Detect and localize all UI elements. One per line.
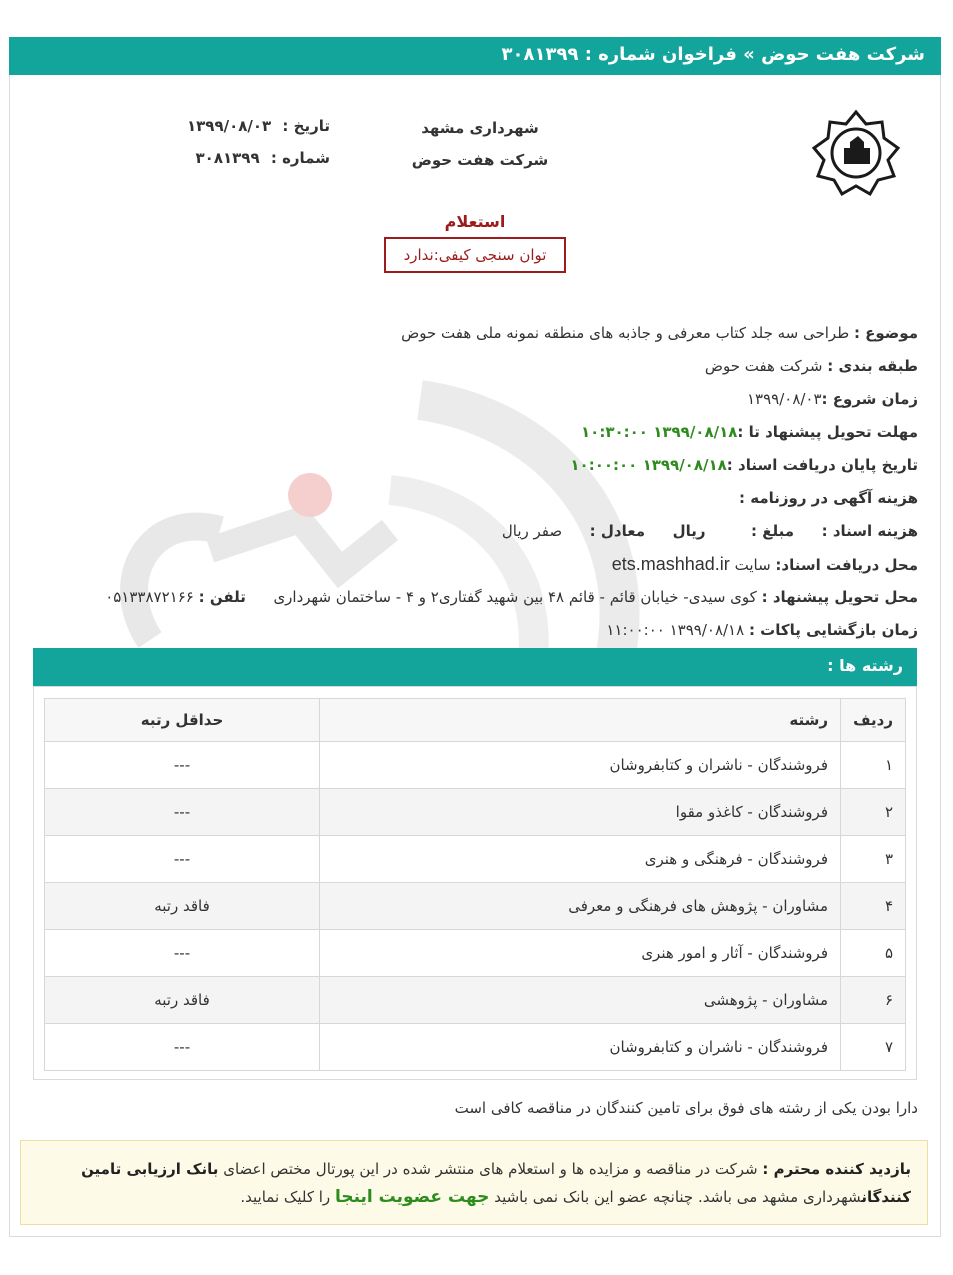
phone-value: ۰۵۱۳۳۸۷۲۱۶۶ xyxy=(105,588,194,606)
table-header-row xyxy=(45,699,906,742)
docs-end-value: ۱۳۹۹/۰۸/۱۸ ۱۰:۰۰:۰۰ xyxy=(570,456,727,474)
header-field: رشته xyxy=(320,699,841,742)
table-row xyxy=(45,1024,906,1071)
table-row xyxy=(45,883,906,930)
doc-place-site-link[interactable]: ets.mashhad.ir xyxy=(611,554,730,574)
tender-details xyxy=(30,317,918,647)
start-row xyxy=(30,383,918,416)
meta-number-label: شماره : xyxy=(270,149,330,167)
subject-row xyxy=(30,317,918,350)
doc-place-label: محل دریافت اسناد: xyxy=(775,556,918,574)
fields-section-title: رشته ها : xyxy=(827,656,903,675)
row-field: مشاوران - پژوهشی xyxy=(320,977,841,1024)
meta-number-value: ۳۰۸۱۳۹۹ xyxy=(195,149,260,167)
doc-place-prefix: سایت xyxy=(734,556,771,574)
start-value: ۱۳۹۹/۰۸/۰۳ xyxy=(746,390,822,408)
doc-cost-equiv-label: معادل : xyxy=(589,522,645,540)
organization-block xyxy=(330,112,630,176)
membership-notice xyxy=(20,1140,928,1225)
docs-end-row xyxy=(30,449,918,482)
row-rank: --- xyxy=(45,930,320,977)
row-field: فروشندگان - ناشران و کتابفروشان xyxy=(320,742,841,789)
ad-cost-label: هزینه آگهی در روزنامه : xyxy=(739,489,918,507)
mashhad-municipality-logo-icon xyxy=(808,108,904,200)
membership-link[interactable]: جهت عضویت اینجا xyxy=(334,1187,490,1207)
row-rank: --- xyxy=(45,789,320,836)
meta-date-label: تاریخ : xyxy=(282,117,330,135)
inquiry-title: استعلام xyxy=(444,212,506,231)
delivery-value: کوی سیدی- خیابان قائم - قائم ۴۸ بین شهید گفتاری۲ و ۴ - ساختمان شهرداری xyxy=(273,588,757,606)
row-rank: --- xyxy=(45,742,320,789)
opening-value: ۱۳۹۹/۰۸/۱۸ ۱۱:۰۰:۰۰ xyxy=(606,621,745,639)
meta-date-value: ۱۳۹۹/۰۸/۰۳ xyxy=(186,117,272,135)
notice-text-3: را کلیک نمایید. xyxy=(240,1188,331,1206)
deadline-label: مهلت تحویل پیشنهاد تا : xyxy=(737,423,918,441)
deadline-value: ۱۳۹۹/۰۸/۱۸ ۱۰:۳۰:۰۰ xyxy=(581,423,738,441)
doc-place-row xyxy=(30,548,918,581)
org-company: شرکت هفت حوض xyxy=(411,151,549,169)
ad-cost-row xyxy=(30,482,918,515)
row-field: مشاوران - پژوهش های فرهنگی و معرفی xyxy=(320,883,841,930)
row-rank: --- xyxy=(45,1024,320,1071)
meta-number-row xyxy=(30,142,330,174)
row-rank: --- xyxy=(45,836,320,883)
deadline-row xyxy=(30,416,918,449)
doc-cost-amount-label: مبلغ : xyxy=(751,522,795,540)
delivery-label: محل تحویل پیشنهاد : xyxy=(761,588,918,606)
meta-date-row xyxy=(30,110,330,142)
meta-block xyxy=(30,110,330,174)
row-idx: ۲ xyxy=(841,789,906,836)
row-field: فروشندگان - آثار و امور هنری xyxy=(320,930,841,977)
docs-end-label: تاریخ پایان دریافت اسناد : xyxy=(726,456,918,474)
category-label: طبقه بندی : xyxy=(827,357,918,375)
row-field: فروشندگان - کاغذو مقوا xyxy=(320,789,841,836)
row-idx: ۴ xyxy=(841,883,906,930)
fields-table xyxy=(44,698,906,1071)
fields-section-header xyxy=(33,648,917,686)
row-idx: ۵ xyxy=(841,930,906,977)
notice-text-1: شرکت در مناقصه و مزایده ها و استعلام های منتشر شده در این پورتال مختص اعضای xyxy=(223,1160,758,1178)
org-municipality: شهرداری مشهد xyxy=(421,119,539,137)
sufficiency-note: دارا بودن یکی از رشته های فوق برای تامین کنندگان در مناقصه کافی است xyxy=(454,1099,918,1117)
table-row xyxy=(45,836,906,883)
category-value: شرکت هفت حوض xyxy=(704,357,823,375)
quality-assessment-badge: توان سنجی کیفی:ندارد xyxy=(384,237,566,273)
header-idx: ردیف xyxy=(841,699,906,742)
table-row xyxy=(45,930,906,977)
doc-cost-amount-unit: ریال xyxy=(672,522,706,540)
row-rank: فاقد رتبه xyxy=(45,883,320,930)
doc-cost-row xyxy=(30,515,918,548)
row-idx: ۱ xyxy=(841,742,906,789)
row-idx: ۷ xyxy=(841,1024,906,1071)
start-label: زمان شروع : xyxy=(821,390,918,408)
row-idx: ۳ xyxy=(841,836,906,883)
delivery-row xyxy=(30,581,918,614)
opening-row xyxy=(30,614,918,647)
doc-cost-label: هزینه اسناد : xyxy=(821,522,918,540)
header-title: شرکت هفت حوض » فراخوان شماره : ۳۰۸۱۳۹۹ xyxy=(501,44,925,65)
category-row xyxy=(30,350,918,383)
notice-text-2: شهرداری مشهد می باشد. چنانچه عضو این بانک نمی باشید xyxy=(494,1188,862,1206)
row-idx: ۶ xyxy=(841,977,906,1024)
fields-table-container xyxy=(33,686,917,1080)
notice-bank: بانک ارزیابی تامین کنندگان xyxy=(81,1160,911,1206)
doc-cost-equiv-value: صفر ریال xyxy=(501,522,563,540)
page-header xyxy=(9,37,941,75)
row-rank: فاقد رتبه xyxy=(45,977,320,1024)
row-field: فروشندگان - ناشران و کتابفروشان xyxy=(320,1024,841,1071)
row-field: فروشندگان - فرهنگی و هنری xyxy=(320,836,841,883)
phone-label: تلفن : xyxy=(198,588,246,606)
notice-lead: بازدید کننده محترم : xyxy=(762,1160,911,1178)
subject-value: طراحی سه جلد کتاب معرفی و جاذبه های منطقه نمونه ملی هفت حوض xyxy=(401,324,850,342)
opening-label: زمان بازگشایی پاکات : xyxy=(748,621,918,639)
table-row xyxy=(45,789,906,836)
table-row xyxy=(45,977,906,1024)
table-row xyxy=(45,742,906,789)
subject-label: موضوع : xyxy=(853,324,918,342)
header-rank: حداقل رتبه xyxy=(45,699,320,742)
